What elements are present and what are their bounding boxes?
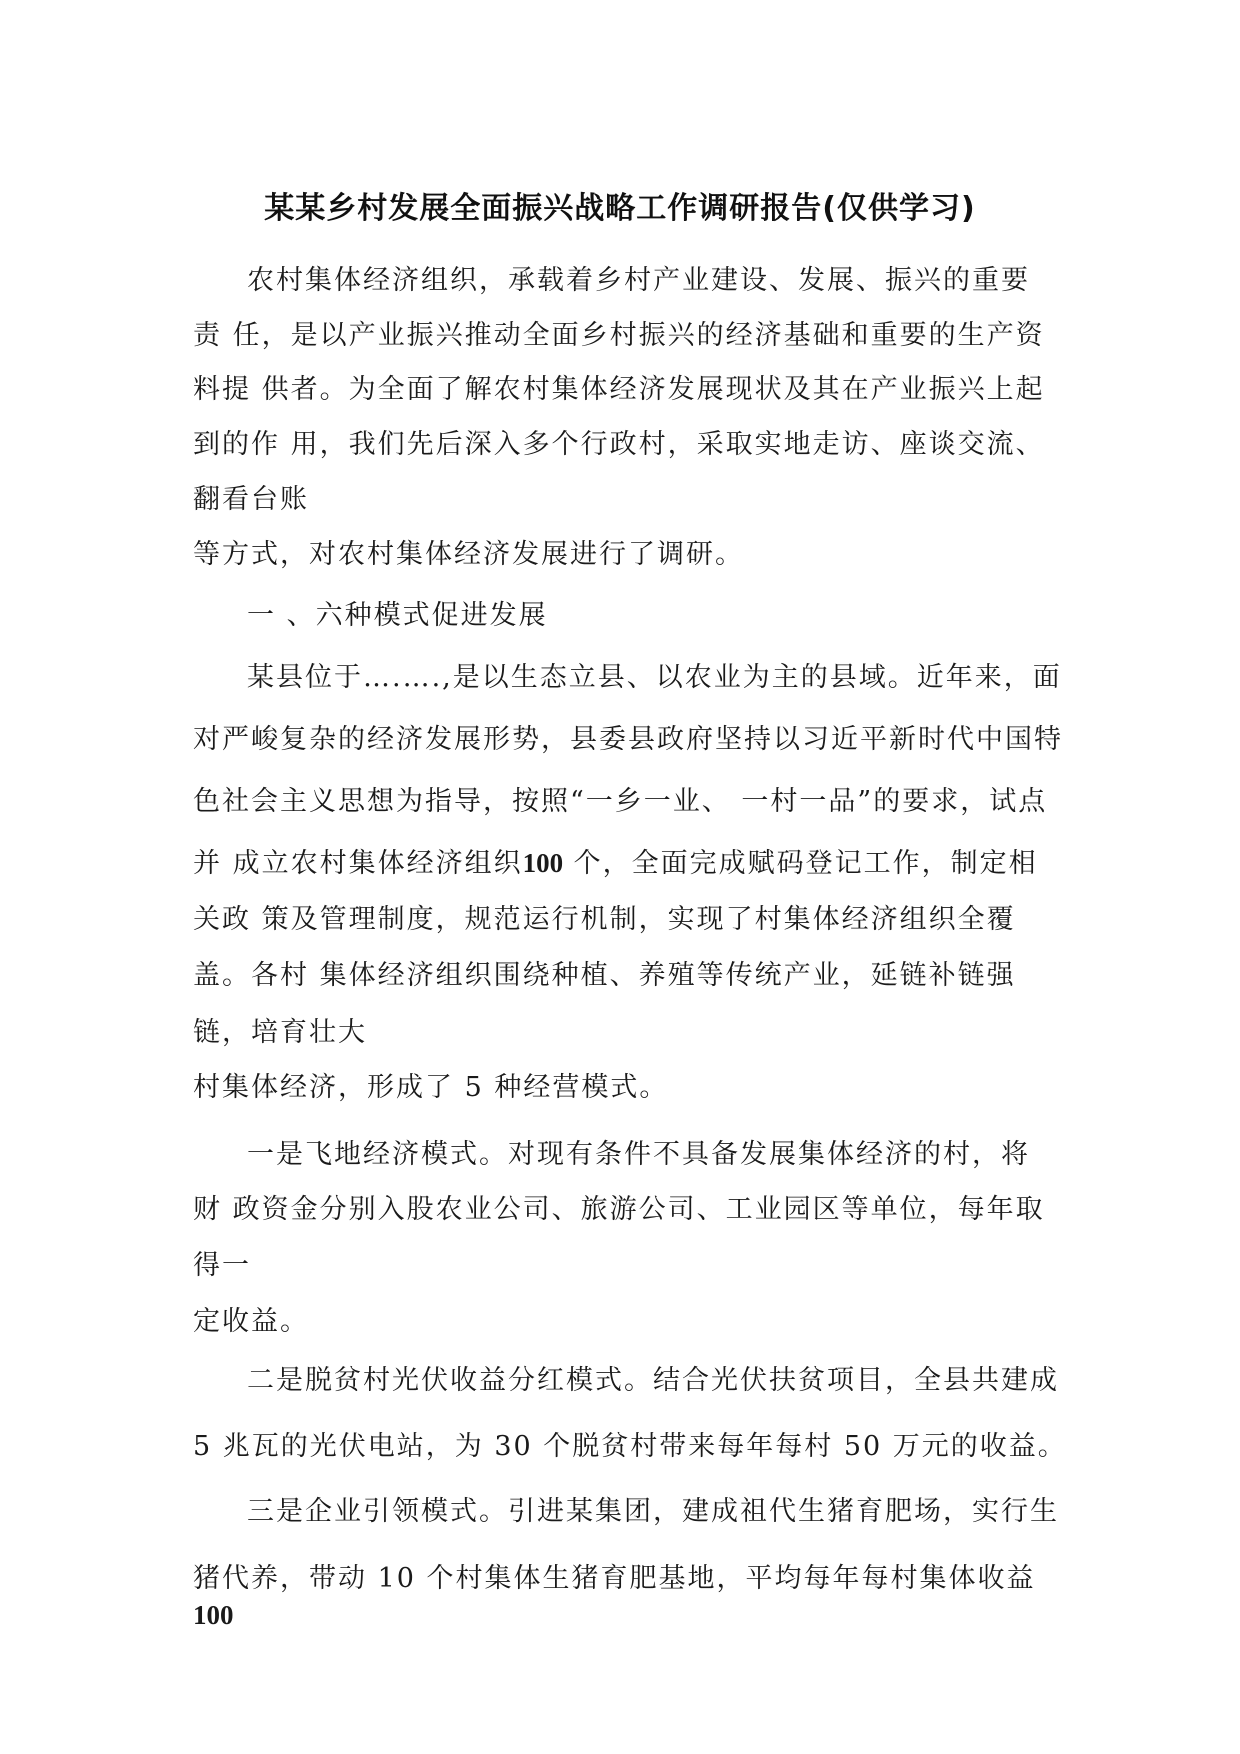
text-line: 二是脱贫村光伏收益分红模式。结合光伏扶贫项目，全县共建成 bbox=[247, 1365, 1059, 1396]
text-line bbox=[193, 841, 1038, 880]
text-line: 链，培育壮大 bbox=[193, 1017, 367, 1048]
text-segment: 并 成立农村集体经济组织 bbox=[193, 848, 523, 879]
number-100: 100 bbox=[522, 848, 564, 878]
text-line: 三是企业引领模式。引进某集团，建成祖代生猪育肥场，实行生 bbox=[247, 1496, 1059, 1527]
text-line: 关政 策及管理制度，规范运行机制，实现了村集体经济组织全覆 bbox=[193, 904, 1016, 935]
text-line: 责 任，是以产业振兴推动全面乡村振兴的经济基础和重要的生产资 bbox=[193, 320, 1045, 351]
text-segment: 个，全面完成赋码登记工作，制定相 bbox=[563, 848, 1038, 879]
text-line-number: 100 bbox=[193, 1600, 234, 1630]
text-line: 财 政资金分别入股农业公司、旅游公司、工业园区等单位，每年取 bbox=[193, 1194, 1045, 1225]
text-line: 对严峻复杂的经济发展形势，县委县政府坚持以习近平新时代中国特 bbox=[193, 724, 1063, 755]
text-line: 农村集体经济组织，承载着乡村产业建设、发展、振兴的重要 bbox=[247, 265, 1030, 296]
text-line: 一是飞地经济模式。对现有条件不具备发展集体经济的村，将 bbox=[247, 1139, 1030, 1170]
text-line: 村集体经济，形成了 5 种经营模式。 bbox=[193, 1072, 669, 1103]
text-line: 盖。各村 集体经济组织围绕种植、养殖等传统产业，延链补链强 bbox=[193, 960, 1016, 991]
text-line: 某县位于….….,是以生态立县、以农业为主的县域。近年来，面 bbox=[247, 662, 1062, 693]
text-line: 等方式，对农村集体经济发展进行了调研。 bbox=[193, 539, 744, 570]
text-line: 色社会主义思想为指导，按照“一乡一业、 一村一品”的要求，试点 bbox=[193, 786, 1048, 817]
text-line: 料提 供者。为全面了解农村集体经济发展现状及其在产业振兴上起 bbox=[193, 374, 1045, 405]
text-line: 猪代养，带动 10 个村集体生猪育肥基地，平均每年每村集体收益 bbox=[193, 1563, 1036, 1594]
page-title: 某某乡村发展全面振兴战略工作调研报告(仅供学习) bbox=[264, 191, 976, 226]
text-line: 5 兆瓦的光伏电站，为 30 个脱贫村带来每年每村 50 万元的收益。 bbox=[193, 1431, 1067, 1462]
text-line: 定收益。 bbox=[193, 1306, 309, 1337]
section-heading: 一 、六种模式促进发展 bbox=[247, 600, 548, 631]
text-line: 翻看台账 bbox=[193, 484, 309, 515]
text-line: 得一 bbox=[193, 1250, 251, 1281]
text-line: 到的作 用，我们先后深入多个行政村，采取实地走访、座谈交流、 bbox=[193, 429, 1045, 460]
